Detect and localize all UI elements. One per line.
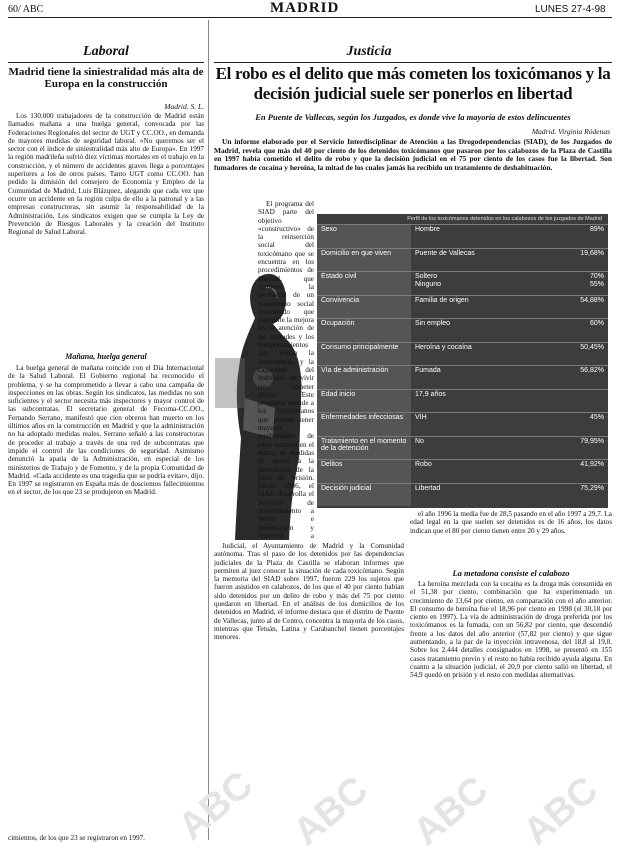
table-row-label: Consumo principalmente	[317, 343, 411, 366]
left-subhead: Mañana, huelga general	[65, 352, 147, 361]
table-cell-key: Hombre	[415, 226, 440, 233]
table-row	[317, 224, 608, 248]
table-cell-key: Puente de Vallecas	[415, 249, 475, 257]
table-row-label: Ocupación	[317, 319, 411, 342]
left-footer-line: cimientos, de los que 23 se registraron en 1997.	[8, 834, 145, 842]
table-cell-key: Robo	[415, 461, 432, 468]
watermark: ABC	[515, 768, 606, 854]
watermark: ABC	[170, 763, 261, 849]
table-cell-value: 55%	[589, 280, 604, 288]
table-row	[317, 483, 608, 507]
table-row	[317, 365, 608, 389]
table-row	[317, 412, 608, 436]
table-row	[317, 436, 608, 460]
left-section-label: Laboral	[83, 44, 129, 59]
right-section-rule	[214, 62, 612, 63]
left-byline: Madrid. S. L.	[164, 102, 204, 111]
table-row-label: Delitos	[317, 460, 411, 483]
left-body-1: Los 130.000 trabajadores de la construcción de Madrid están llamados mañana a una huelga general, convocada por las Federaciones Regionales del sector de UGT y CC.OO., en demanda de mayores medidas de seguridad laboral. «No queremos ser el sector con el índice de siniestralidad más alto de Europa». En 1997 la región madrileña sufrió diez víctimas mortales en el trabajo en la construcción, y el número de accidentes graves llega a porcentajes superiores a los de otros países. Tanto UGT como CC.OO. han pedido la dimisión del consejero de Economía y Empleo de la Comunidad de Madrid, Luis Blázquez, alegando que cada vez que ocurre un accidente en la región culpa de ello a la patronal y a las empresas constructoras, sin asumir la responsabilidad de la Administración. Los sindicatos exigen que se cumpla la Ley de Prevención de Riesgos Laborales y la creación del Instituto Regional de Salud Laboral.	[8, 112, 204, 237]
page-number: 60/ ABC	[8, 4, 44, 15]
table-row-label: Vía de administración	[317, 366, 411, 389]
table-cell-value: 41,92%	[580, 461, 604, 468]
table-cell-key: VIH	[415, 414, 427, 421]
table-cell-value: 54,88%	[580, 296, 604, 304]
table-cell-key: Familia de origen	[415, 296, 469, 304]
table-cell-value: 89%	[589, 226, 604, 233]
table-cell-key: Ninguno	[415, 280, 442, 288]
table-row	[317, 459, 608, 483]
table-row-label: Convivencia	[317, 296, 411, 319]
right-col-b: Judicial, el Ayuntamiento de Madrid y la Comunidad autónoma. Tras el paso de los detenidos por las dependencias judiciales de la Plaza de Castilla se elaboran informes que permiten al juez conocer la situación de cada toxicómano. Según la memoria del SIAD sobre 1997, fueron 229 los sujetos que fueron asistidos en calabozos, de los que el 40 por ciento habían sido detenidos por un delito de robo y más del 75 por ciento quedaron en libertad. En el análisis de los domicilios de los detenidos en Madrid, el informe destaca que el distrito de Puente de Vallecas, junto al de Centro, concentra la mayoría de los casos, mientras que Tetuán, Latina y Carabanchel tienen porcentajes menores.	[214, 542, 404, 642]
table-row-label: Decisión judicial	[317, 484, 411, 507]
right-byline: Madrid. Virginia Ródenas	[531, 127, 610, 136]
table-row-label: Edad inicio	[317, 390, 411, 413]
table-cell-key: Fumada	[415, 367, 441, 374]
right-col-d: La heroína mezclada con la cocaína es la droga más consumida en el 51,38 por ciento, combinación que ha experimentado un crecimiento de 13,64 por ciento, en comparación con el año anterior. El consumo de heroína fue el 18,96 por ciento en 1998 (el 30,18 por ciento en 1997). La vía de administración de droga preferida por los toxicómanos es la fumada, con un 56,82 por ciento, que descendió frente a los datos del año anterior (57,82 por ciento) y que sigue aumentando, a la par de la inyección intravenosa, del 18,8 al 19,8. Sobre los 2.444 detalles consignados en 1998, se presentó en 155 casos tratamiento previo y el resto no había recibido ayuda alguna. En cuanto a la situación judicial, el 20,9 por ciento salió en libertad, el 54,9 quedó en prisión y el resto con medidas alternativas.	[410, 580, 612, 680]
table-row	[317, 295, 608, 319]
page-date: LUNES 27-4-98	[535, 4, 606, 15]
table-row-label: Enfermedades infecciosas	[317, 413, 411, 436]
table-caption: Perfil de los toxicómanos detenidos en los calabozos de los juzgados de Madrid	[407, 216, 602, 222]
watermark: ABC	[405, 768, 496, 854]
column-divider	[208, 20, 209, 840]
table-cell-value: 79,95%	[580, 437, 604, 445]
table-row	[317, 271, 608, 295]
table-cell-key: Sin empleo	[415, 320, 451, 327]
right-col-a: El programa del SIAD parte del objetivo «constructivo» de la reinserción social del toxicómano que se encuentra en los procedimientos de libertad, que conlleva la necesidad de un tratamiento social continuado que posibilite la mejora en la atención de las actitudes y los comportamientos que evitan la reincidencia, y la capacidad del individuo de vivir sin cometer delitos. Este programa atiende a los toxicómanos que puedan tener mayores posibilidades de éxito también en el marco de medidas de apoyo a la prevención de la pena de prisión. Desde 1986, el SIAD desarrolla el Servicio de Asesoramiento a Jueces e Información y Atención a	[258, 200, 314, 540]
left-headline: Madrid tiene la siniestralidad más alta de Europa en la construcción	[8, 66, 204, 90]
table-row	[317, 318, 608, 342]
table-cell-key: No	[415, 437, 424, 445]
table-row	[317, 342, 608, 366]
table-row-label: Tratamiento en el momento de la detención	[317, 437, 411, 460]
header-rule	[8, 17, 612, 18]
table-row-label: Sexo	[317, 225, 411, 248]
watermark: ABC	[285, 768, 376, 854]
table-cell-key: Heroína y cocaína	[415, 343, 472, 351]
table-cell-value: 45%	[589, 414, 604, 421]
left-section-rule	[8, 62, 204, 63]
right-deck: En Puente de Vallecas, según los Juzgados, es donde vive la mayoría de estos delincuentes	[255, 112, 571, 122]
table-row-label: Estado civil	[317, 272, 411, 295]
left-body-2: La huelga general de mañana coincide con el Día Internacional de la Salud Laboral. El Gobierno regional ha reconocido el problema, y se ha comprometido a llevar a cabo una campaña de inspecciones en las obras. Según los sindicatos, las medidas no son suficientes y el sector necesita más inspectores y mayor control de las subcontratas. El secretario general de Fecoma-CC.OO., Fernando Serrano, manifestó que cien obreros han muerto en los últimos años en la construcción en Madrid y que la administración no ha adoptado medidas reales. Serrano señaló a las constructoras de proceder al trabajo a través de una red de subcontratas que impide el control de las condiciones de seguridad. Asimismo denunció la apatía de la Administración, en especial de los ministerios de Trabajo y de Fomento, y de la propia Comunidad de Madrid. «Cada accidente es una tragedia que se podría evitar», dijo. En 1997 se registraron en España más de doscientos fallecimientos en el sector, de los que 23 se produjeron en Madrid.	[8, 364, 204, 497]
right-section-label: Justicia	[346, 44, 392, 59]
table-row	[317, 248, 608, 272]
table-cell-key: Libertad	[415, 484, 441, 492]
table-cell-value: 60%	[589, 320, 604, 327]
right-subhead: La metadona consiste el calabozo	[452, 568, 570, 578]
table-cell-value: 70%	[589, 273, 604, 280]
table-cell-key: 17,9 años	[415, 390, 446, 398]
table-cell-value: 50,45%	[580, 343, 604, 351]
table-row-label: Domicilio en que viven	[317, 249, 411, 272]
profile-table	[317, 214, 608, 508]
table-cell-value: 56,82%	[580, 367, 604, 374]
table-cell-value: 75,29%	[580, 484, 604, 492]
table-cell-value: 19,68%	[580, 249, 604, 257]
right-headline: El robo es el delito que más cometen los toxicómanos y la decisión judicial suele ser ponerlos en libertad	[215, 64, 611, 103]
table-cell-key: Soltero	[415, 273, 438, 280]
table-row	[317, 389, 608, 413]
section-title: MADRID	[270, 0, 340, 16]
right-lead: Un informe elaborado por el Servicio Interdisciplinar de Atención a las Drogodependencias (SIAD), de los Juzgados de Madrid, revela que más del 40 por ciento de los detenidos toxicómanos que pasaron por los calabozos de la Plaza de Castilla en 1997 había cometido el delito de robo y que la decisión judicial en el 75 por ciento de los casos fue la libertad. Son fumadores de cocaína y heroína, la mitad de los cuales jamás ha recibido un tratamiento de deshabituación.	[214, 138, 612, 172]
right-col-c: el año 1996 la media fue de 28,5 pasando en el año 1997 a 29,7. La edad legal en la que suelen ser detenidos es de 16 años, los datos indican que el 80 por ciento tienen entre 20 y 29 años.	[410, 510, 612, 535]
